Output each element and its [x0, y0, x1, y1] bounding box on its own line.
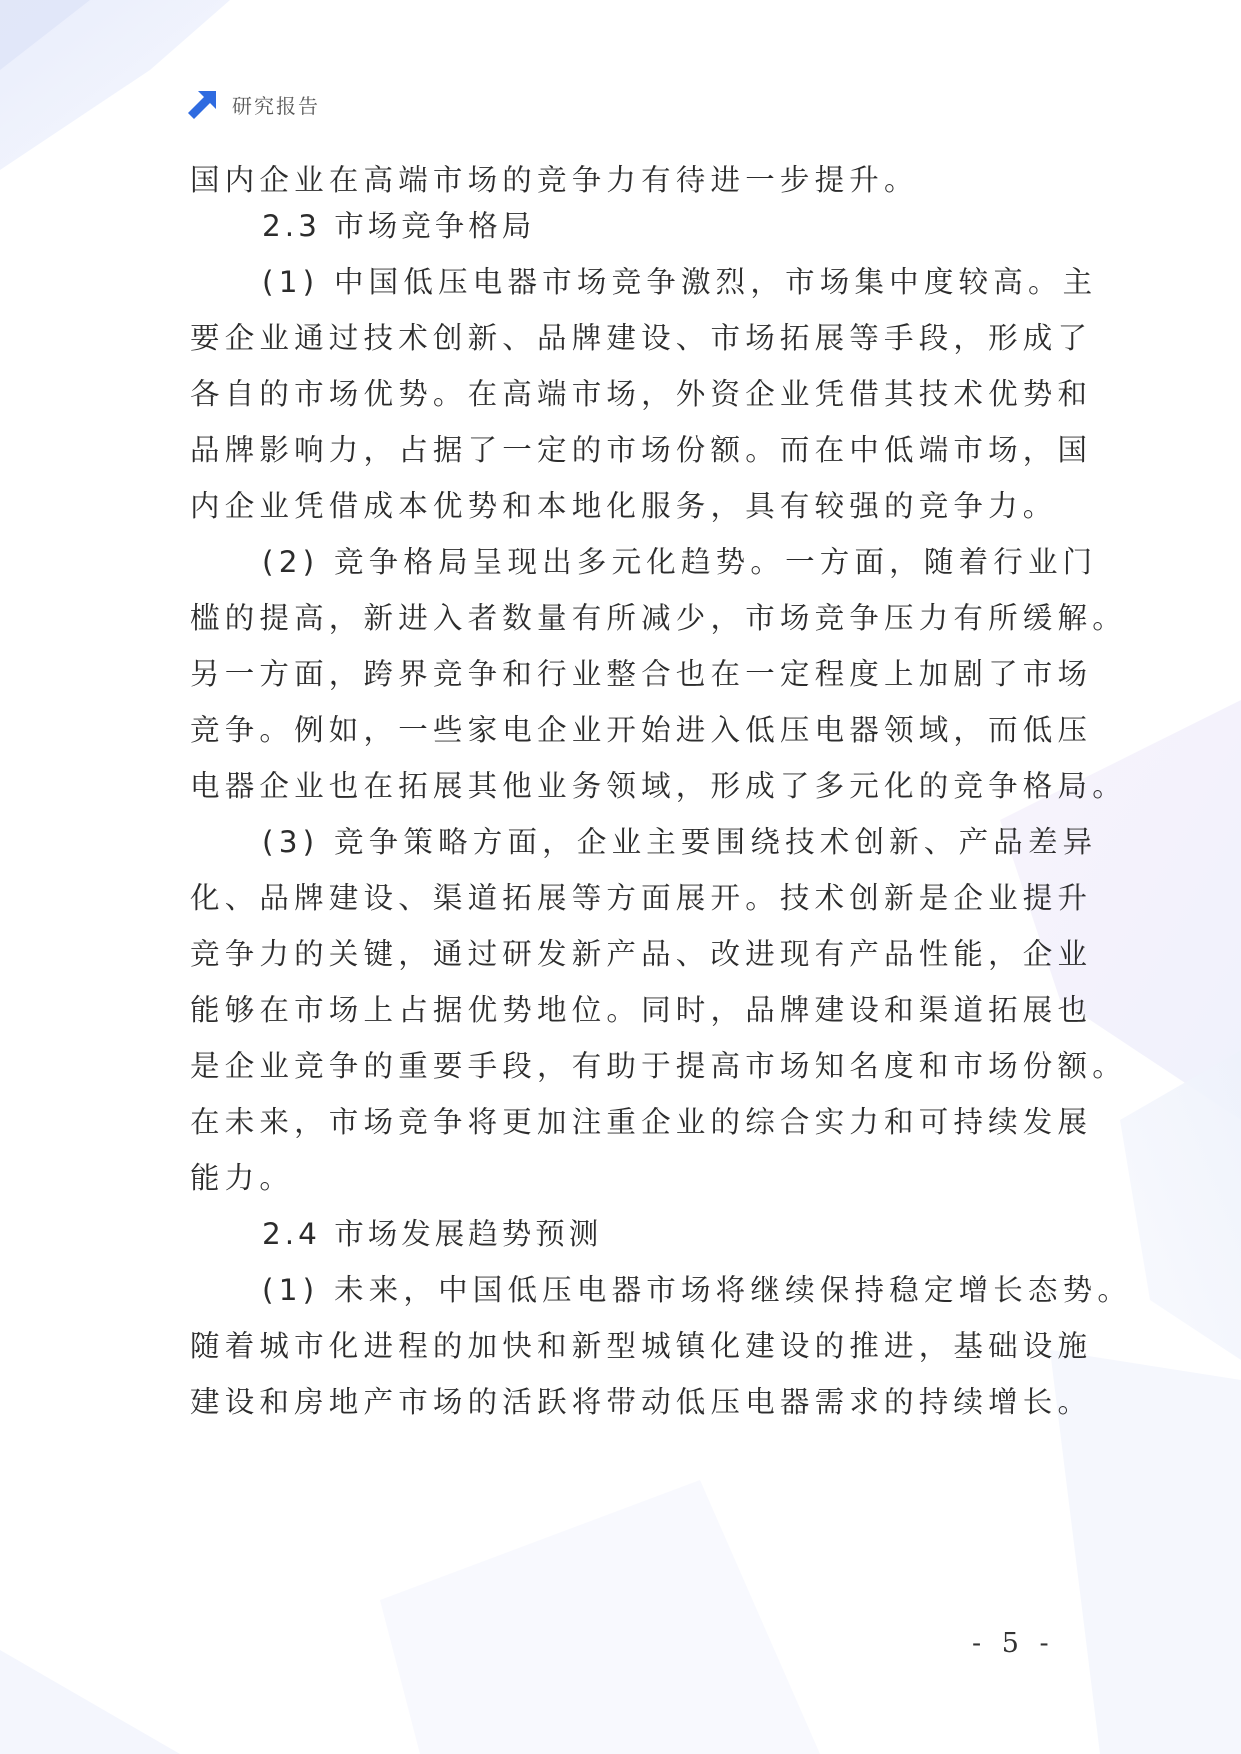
- body-line: 槛的提高，新进入者数量有所减少，市场竞争压力有所缓解。: [190, 601, 1127, 635]
- body-line: 建设和房地产市场的活跃将带动低压电器需求的持续增长。: [190, 1385, 1093, 1419]
- section-heading: 2.3 市场竞争格局: [262, 209, 536, 243]
- body-line: 竞争力的关键，通过研发新产品、改进现有产品性能，企业: [190, 937, 1093, 971]
- section-heading: 2.4 市场发展趋势预测: [262, 1217, 603, 1251]
- body-line: 另一方面，跨界竞争和行业整合也在一定程度上加剧了市场: [190, 657, 1093, 691]
- body-line: (1) 未来，中国低压电器市场将继续保持稳定增长态势。: [262, 1273, 1133, 1307]
- body-line: 在未来，市场竞争将更加注重企业的综合实力和可持续发展: [190, 1105, 1093, 1139]
- body-line: 电器企业也在拓展其他业务领域，形成了多元化的竞争格局。: [190, 769, 1127, 803]
- body-line: (3) 竞争策略方面，企业主要围绕技术创新、产品差异: [262, 825, 1098, 859]
- body-line: 国内企业在高端市场的竞争力有待进一步提升。: [190, 163, 919, 197]
- body-line: 化、品牌建设、渠道拓展等方面展开。技术创新是企业提升: [190, 881, 1093, 915]
- body-line: (2) 竞争格局呈现出多元化趋势。一方面，随着行业门: [262, 545, 1098, 579]
- body-line: 能力。: [190, 1161, 295, 1195]
- arrow-up-right-icon: [186, 87, 220, 121]
- body-line: 内企业凭借成本优势和本地化服务，具有较强的竞争力。: [190, 489, 1058, 523]
- page-number: - 5 -: [972, 1628, 1055, 1659]
- body-line: 竞争。例如，一些家电企业开始进入低压电器领域，而低压: [190, 713, 1093, 747]
- page-header: [186, 86, 320, 122]
- body-line: 能够在市场上占据优势地位。同时，品牌建设和渠道拓展也: [190, 993, 1093, 1027]
- body-line: 各自的市场优势。在高端市场，外资企业凭借其技术优势和: [190, 377, 1093, 411]
- body-line: 要企业通过技术创新、品牌建设、市场拓展等手段，形成了: [190, 321, 1093, 355]
- body-line: 随着城市化进程的加快和新型城镇化建设的推进，基础设施: [190, 1329, 1093, 1363]
- body-line: 是企业竞争的重要手段，有助于提高市场知名度和市场份额。: [190, 1049, 1127, 1083]
- body-line: (1) 中国低压电器市场竞争激烈，市场集中度较高。主: [262, 265, 1098, 299]
- body-line: 品牌影响力，占据了一定的市场份额。而在中低端市场，国: [190, 433, 1093, 467]
- header-title: 研究报告: [232, 93, 320, 118]
